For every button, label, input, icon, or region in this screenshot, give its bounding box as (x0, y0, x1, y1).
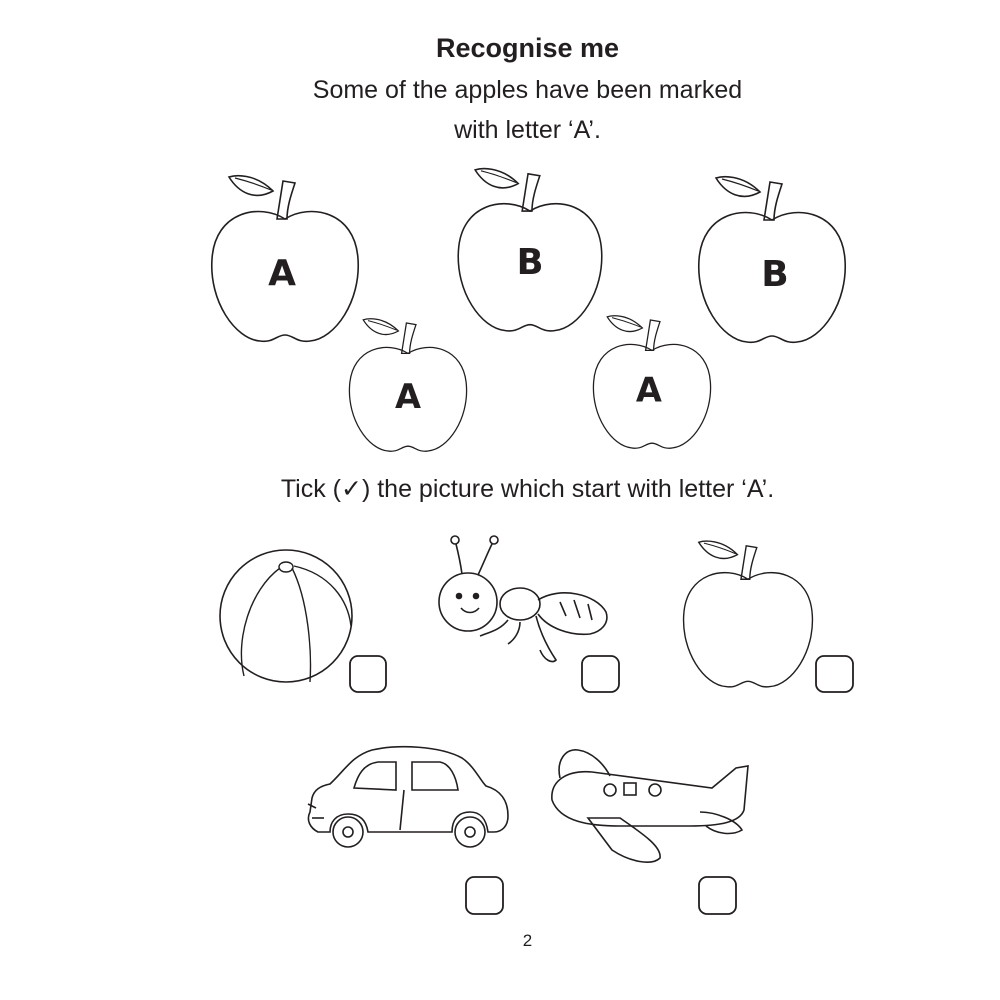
apple-letter: B (516, 241, 544, 283)
tick-box-ball[interactable] (350, 656, 386, 692)
ant-picture (439, 536, 607, 662)
car-picture (308, 747, 508, 847)
intro-text-line-1: Some of the apples have been marked (312, 76, 743, 104)
page-number: 2 (522, 931, 533, 950)
page-title: Recognise me (435, 33, 620, 63)
tick-instruction: Tick (✓) the picture which start with letter ‘A’. (280, 475, 775, 503)
tick-box-aeroplane[interactable] (699, 877, 736, 914)
apple-b-1 (458, 169, 602, 331)
apple-b-2 (699, 177, 845, 343)
apple-a-2 (349, 319, 466, 451)
apple-letter: A (635, 370, 662, 410)
intro-text-line-2: with letter ‘A’. (454, 116, 601, 144)
tick-box-apple[interactable] (816, 656, 853, 692)
apple-letter: B (761, 254, 789, 295)
tick-box-ant[interactable] (582, 656, 619, 692)
apple-a-1 (212, 176, 358, 342)
aeroplane-picture (552, 750, 748, 862)
apple-picture (684, 541, 813, 687)
apple-letter: A (395, 376, 421, 416)
apple-letter: A (268, 253, 296, 294)
tick-box-car[interactable] (466, 877, 503, 914)
apple-a-3 (593, 316, 710, 448)
ball-picture (220, 550, 352, 682)
